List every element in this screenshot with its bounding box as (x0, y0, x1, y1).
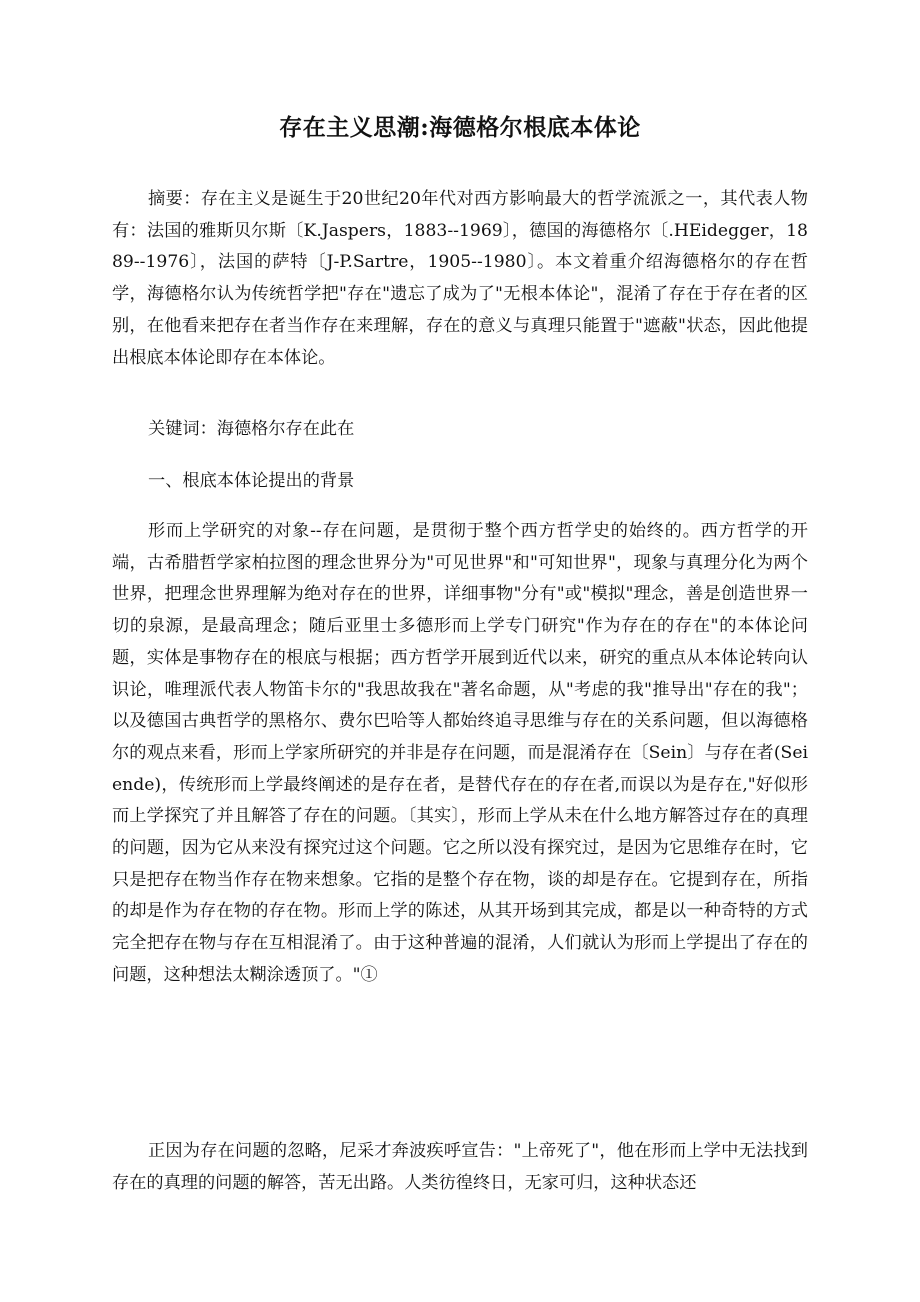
section-heading: 一、根底本体论提出的背景 (148, 471, 355, 491)
keywords-line: 关键词：海德格尔存在此在 (148, 419, 355, 439)
abstract-paragraph: 摘要：存在主义是诞生于20世纪20年代对西方影响最大的哲学流派之一，其代表人物有：法国的雅斯贝尔斯〔K.Jaspers，1883--1969〕，德国的海德格尔〔.HEidegger，1889--1976〕，法国的萨特〔J-P.Sartre，1905--1980〕。本文着重介绍海德格尔的存在哲学，海德格尔认为传统哲学把"存在"遗忘了成为了"无根本体论"，混淆了存在于存在者的区别，在他看来把存在者当作存在来理解，存在的意义与真理只能置于"遮蔽"状态，因此他提出根底本体论即存在本体论。 (112, 189, 808, 368)
document-title: 存在主义思潮:海德格尔根底本体论 (279, 114, 641, 141)
body-paragraph: 形而上学研究的对象--存在问题，是贯彻于整个西方哲学史的始终的。西方哲学的开端，古希腊哲学家柏拉图的理念世界分为"可见世界"和"可知世界"，现象与真理分化为两个世界，把理念世界理解为绝对存在的世界，详细事物"分有"或"模拟"理念，善是创造世界一切的泉源，是最高理念；随后亚里士多德形而上学专门研究"作为存在的存在"的本体论问题，实体是事物存在的根底与根据；西方哲学开展到近代以来，研究的重点从本体论转向认识论，唯理派代表人物笛卡尔的"我思故我在"著名命题，从"考虑的我"推导出"存在的我"；以及德国古典哲学的黑格尔、费尔巴哈等人都始终追寻思维与存在的关系问题，但以海德格尔的观点来看，形而上学家所研究的并非是存在问题，而是混淆存在〔Sein〕与存在者(Seiende)，传统形而上学最终阐述的是存在者，是替代存在的存在者,而误以为是存在,"好似形而上学探究了并且解答了存在的问题。〔其实〕，形而上学从未在什么地方解答过存在的真理的问题，因为它从来没有探究过这个问题。它之所以没有探究过，是因为它思维存在时，它只是把存在物当作存在物来想象。它指的是整个存在物，谈的却是存在。它提到存在，所指的却是作为存在物的存在物。形而上学的陈述，从其开场到其完成，都是以一种奇特的方式完全把存在物与存在互相混淆了。由于这种普遍的混淆，人们就认为形而上学提出了存在的问题，这种想法太糊涂透顶了。"① (112, 521, 808, 985)
body-paragraph: 正因为存在问题的忽略，尼采才奔波疾呼宣告："上帝死了"，他在形而上学中无法找到存在的真理的问题的解答，苦无出路。人类彷徨终日，无家可归，这种状态还 (112, 1141, 808, 1193)
